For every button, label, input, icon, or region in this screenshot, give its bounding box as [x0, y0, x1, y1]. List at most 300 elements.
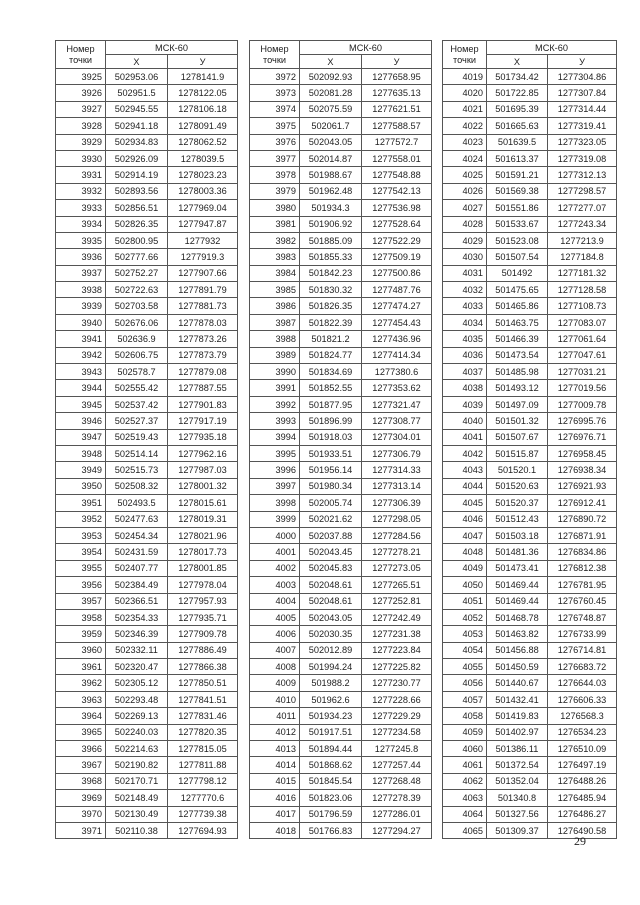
x-coordinate-cell: 502454.34: [106, 527, 168, 543]
point-number-cell: 4060: [443, 741, 487, 757]
y-coordinate-cell: 1278122.05: [168, 85, 238, 101]
point-number-cell: 4011: [250, 708, 300, 724]
y-coordinate-cell: 1278062.52: [168, 134, 238, 150]
point-number-cell: 3932: [56, 183, 106, 199]
table-row: [443, 101, 617, 117]
x-coordinate-cell: 502703.58: [106, 298, 168, 314]
x-coordinate-cell: 501824.77: [300, 347, 362, 363]
point-number-cell: 3938: [56, 282, 106, 298]
point-number-cell: 4065: [443, 822, 487, 838]
point-number-cell: 4029: [443, 232, 487, 248]
table-row: [56, 642, 238, 658]
x-coordinate-cell: 502934.83: [106, 134, 168, 150]
point-number-cell: 3958: [56, 609, 106, 625]
point-number-cell: 3927: [56, 101, 106, 117]
x-coordinate-cell: 501934.23: [300, 708, 362, 724]
y-coordinate-cell: 1277228.66: [362, 691, 432, 707]
point-number-cell: 3965: [56, 724, 106, 740]
y-coordinate-cell: 1278003.36: [168, 183, 238, 199]
table-row: [56, 806, 238, 822]
x-coordinate-cell: 501466.39: [487, 331, 548, 347]
y-coordinate-cell: 1276568.3: [548, 708, 617, 724]
table-row: [250, 232, 432, 248]
table-row: [250, 741, 432, 757]
point-number-cell: 3956: [56, 577, 106, 593]
point-number-cell: 3926: [56, 85, 106, 101]
y-coordinate-cell: 1277987.03: [168, 462, 238, 478]
table-row: [443, 429, 617, 445]
point-number-cell: 3975: [250, 118, 300, 134]
point-number-cell: 4016: [250, 790, 300, 806]
point-number-cell: 3986: [250, 298, 300, 314]
table-row: [443, 478, 617, 494]
point-number-cell: 3982: [250, 232, 300, 248]
table-row: [250, 314, 432, 330]
point-number-cell: 3988: [250, 331, 300, 347]
y-coordinate-cell: 1277935.71: [168, 609, 238, 625]
y-coordinate-cell: 1277815.05: [168, 741, 238, 757]
y-coordinate-cell: 1277588.57: [362, 118, 432, 134]
y-coordinate-cell: 1276714.81: [548, 642, 617, 658]
table-row: [443, 380, 617, 396]
table-row: [443, 741, 617, 757]
x-coordinate-cell: 501507.54: [487, 249, 548, 265]
y-coordinate-cell: 1277243.34: [548, 216, 617, 232]
point-number-cell: 3936: [56, 249, 106, 265]
y-coordinate-cell: 1277268.48: [362, 773, 432, 789]
y-coordinate-cell: 1277234.58: [362, 724, 432, 740]
x-coordinate-cell: 501512.43: [487, 511, 548, 527]
point-number-cell: 4014: [250, 757, 300, 773]
point-number-header: Номер точки: [56, 41, 106, 69]
table-row: [250, 150, 432, 166]
point-number-cell: 3970: [56, 806, 106, 822]
table-row: [250, 560, 432, 576]
table-row: [250, 659, 432, 675]
y-coordinate-cell: 1277901.83: [168, 396, 238, 412]
table-row: [250, 527, 432, 543]
x-coordinate-cell: 502926.09: [106, 150, 168, 166]
x-coordinate-cell: 501463.75: [487, 314, 548, 330]
point-number-cell: 4020: [443, 85, 487, 101]
table-row: [56, 249, 238, 265]
point-number-cell: 4049: [443, 560, 487, 576]
y-coordinate-cell: 1276683.72: [548, 659, 617, 675]
point-number-cell: 3937: [56, 265, 106, 281]
x-coordinate-cell: 501419.83: [487, 708, 548, 724]
y-coordinate-cell: 1277278.39: [362, 790, 432, 806]
table-row: [250, 347, 432, 363]
table-row: [443, 708, 617, 724]
table-row: [443, 167, 617, 183]
table-row: [250, 478, 432, 494]
point-number-cell: 3980: [250, 200, 300, 216]
y-coordinate-cell: 1277298.57: [548, 183, 617, 199]
y-coordinate-cell: 1278001.85: [168, 560, 238, 576]
table-row: [56, 167, 238, 183]
table-row: [56, 527, 238, 543]
point-number-cell: 4055: [443, 659, 487, 675]
x-coordinate-cell: 501591.21: [487, 167, 548, 183]
x-coordinate-cell: 501877.95: [300, 396, 362, 412]
point-number-cell: 3961: [56, 659, 106, 675]
point-number-cell: 4001: [250, 544, 300, 560]
table-row: [443, 118, 617, 134]
table-row: [250, 183, 432, 199]
x-coordinate-cell: 502951.5: [106, 85, 168, 101]
table-row: [250, 577, 432, 593]
y-coordinate-cell: 1277257.44: [362, 757, 432, 773]
x-coordinate-cell: 501906.92: [300, 216, 362, 232]
x-coordinate-cell: 501834.69: [300, 364, 362, 380]
y-coordinate-cell: 1277474.27: [362, 298, 432, 314]
point-number-cell: 4035: [443, 331, 487, 347]
table-row: [443, 511, 617, 527]
point-number-cell: 3944: [56, 380, 106, 396]
table-row: [250, 265, 432, 281]
y-coordinate-cell: 1277487.76: [362, 282, 432, 298]
x-coordinate-cell: 501327.56: [487, 806, 548, 822]
point-number-cell: 4057: [443, 691, 487, 707]
point-number-cell: 4017: [250, 806, 300, 822]
table-row: [443, 85, 617, 101]
table-row: [443, 249, 617, 265]
point-number-cell: 4013: [250, 741, 300, 757]
table-row: [443, 445, 617, 461]
point-number-cell: 4040: [443, 413, 487, 429]
x-coordinate-cell: 502606.75: [106, 347, 168, 363]
point-number-cell: 3954: [56, 544, 106, 560]
y-coordinate-cell: 1277304.86: [548, 69, 617, 85]
point-number-cell: 3978: [250, 167, 300, 183]
y-coordinate-cell: 1277229.29: [362, 708, 432, 724]
y-coordinate-cell: 1278021.96: [168, 527, 238, 543]
point-number-cell: 3943: [56, 364, 106, 380]
x-coordinate-cell: 502045.83: [300, 560, 362, 576]
x-coordinate-cell: 502190.82: [106, 757, 168, 773]
x-coordinate-cell: 502293.48: [106, 691, 168, 707]
table-row: [443, 822, 617, 838]
y-coordinate-cell: 1277265.51: [362, 577, 432, 593]
y-coordinate-cell: 1277031.21: [548, 364, 617, 380]
y-coordinate-cell: 1277907.66: [168, 265, 238, 281]
y-coordinate-cell: 1277230.77: [362, 675, 432, 691]
y-coordinate-cell: 1276912.41: [548, 495, 617, 511]
y-coordinate-cell: 1277181.32: [548, 265, 617, 281]
table-row: [250, 413, 432, 429]
x-coordinate-cell: 502752.27: [106, 265, 168, 281]
table-row: [56, 773, 238, 789]
point-number-cell: 3948: [56, 445, 106, 461]
y-coordinate-cell: 1276921.93: [548, 478, 617, 494]
point-number-cell: 3940: [56, 314, 106, 330]
x-coordinate-cell: 502081.28: [300, 85, 362, 101]
x-coordinate-cell: 501734.42: [487, 69, 548, 85]
coordinates-table-1: [55, 40, 238, 839]
x-coordinate-cell: 501855.33: [300, 249, 362, 265]
table-row: [56, 216, 238, 232]
y-coordinate-cell: 1277873.26: [168, 331, 238, 347]
table-row: [250, 626, 432, 642]
point-number-cell: 4050: [443, 577, 487, 593]
y-coordinate-cell: 1277879.08: [168, 364, 238, 380]
table-row: [443, 495, 617, 511]
y-coordinate-cell: 1277128.58: [548, 282, 617, 298]
point-number-cell: 3964: [56, 708, 106, 724]
x-coordinate-cell: 501402.97: [487, 724, 548, 740]
x-coordinate-cell: 501868.62: [300, 757, 362, 773]
table-row: [250, 167, 432, 183]
x-coordinate-cell: 501826.35: [300, 298, 362, 314]
table-row: [443, 298, 617, 314]
point-number-cell: 4003: [250, 577, 300, 593]
y-coordinate-cell: 1277558.01: [362, 150, 432, 166]
table-row: [250, 691, 432, 707]
y-coordinate-cell: 1278001.32: [168, 478, 238, 494]
x-coordinate-cell: 502555.42: [106, 380, 168, 396]
x-coordinate-cell: 501845.54: [300, 773, 362, 789]
x-coordinate-cell: 501885.09: [300, 232, 362, 248]
y-coordinate-cell: 1277917.19: [168, 413, 238, 429]
table-row: [56, 544, 238, 560]
x-coordinate-cell: 501340.8: [487, 790, 548, 806]
table-row: [56, 626, 238, 642]
y-coordinate-cell: 1277694.93: [168, 822, 238, 838]
table-row: [250, 708, 432, 724]
y-coordinate-cell: 1277314.33: [362, 462, 432, 478]
y-coordinate-cell: 1277919.3: [168, 249, 238, 265]
table-row: [443, 806, 617, 822]
table-row: [56, 462, 238, 478]
y-coordinate-cell: 1278019.31: [168, 511, 238, 527]
point-number-cell: 4059: [443, 724, 487, 740]
y-coordinate-cell: 1277286.01: [362, 806, 432, 822]
table-row: [56, 118, 238, 134]
point-number-cell: 3935: [56, 232, 106, 248]
x-coordinate-cell: 502914.19: [106, 167, 168, 183]
table-row: [250, 445, 432, 461]
y-coordinate-cell: 1277978.04: [168, 577, 238, 593]
table-row: [56, 577, 238, 593]
y-coordinate-cell: 1277277.07: [548, 200, 617, 216]
x-coordinate-cell: 501842.23: [300, 265, 362, 281]
x-coordinate-cell: 502170.71: [106, 773, 168, 789]
table-row: [443, 462, 617, 478]
x-coordinate-cell: 501520.63: [487, 478, 548, 494]
y-coordinate-cell: 1278106.18: [168, 101, 238, 117]
point-number-cell: 4027: [443, 200, 487, 216]
y-coordinate-cell: 1276760.45: [548, 593, 617, 609]
point-number-cell: 3995: [250, 445, 300, 461]
table-row: [56, 741, 238, 757]
table-row: [56, 495, 238, 511]
y-coordinate-cell: 1277841.51: [168, 691, 238, 707]
table-row: [443, 232, 617, 248]
table-row: [443, 314, 617, 330]
table-row: [250, 806, 432, 822]
y-coordinate-cell: 1277932: [168, 232, 238, 248]
point-number-cell: 4061: [443, 757, 487, 773]
point-number-cell: 4012: [250, 724, 300, 740]
y-coordinate-cell: 1278141.9: [168, 69, 238, 85]
table-row: [250, 249, 432, 265]
table-row: [250, 85, 432, 101]
y-coordinate-cell: 1277061.64: [548, 331, 617, 347]
y-coordinate-cell: 1277225.82: [362, 659, 432, 675]
x-coordinate-cell: 502346.39: [106, 626, 168, 642]
y-coordinate-cell: 1277831.46: [168, 708, 238, 724]
x-coordinate-cell: 502014.87: [300, 150, 362, 166]
x-coordinate-cell: 501465.86: [487, 298, 548, 314]
point-number-cell: 3994: [250, 429, 300, 445]
x-coordinate-cell: 502148.49: [106, 790, 168, 806]
x-coordinate-cell: 502722.63: [106, 282, 168, 298]
x-coordinate-cell: 501962.6: [300, 691, 362, 707]
point-number-cell: 4062: [443, 773, 487, 789]
point-number-cell: 3989: [250, 347, 300, 363]
x-coordinate-cell: 501823.06: [300, 790, 362, 806]
point-number-cell: 4064: [443, 806, 487, 822]
y-coordinate-cell: 1278039.5: [168, 150, 238, 166]
point-number-cell: 4053: [443, 626, 487, 642]
point-number-cell: 3985: [250, 282, 300, 298]
table-row: [56, 757, 238, 773]
point-number-cell: 3929: [56, 134, 106, 150]
table-row: [443, 757, 617, 773]
x-coordinate-cell: 502354.33: [106, 609, 168, 625]
y-coordinate-cell: 1277047.61: [548, 347, 617, 363]
x-coordinate-cell: 502005.74: [300, 495, 362, 511]
point-number-cell: 3963: [56, 691, 106, 707]
x-coordinate-cell: 501372.54: [487, 757, 548, 773]
y-coordinate-cell: 1276606.33: [548, 691, 617, 707]
x-coordinate-cell: 502941.18: [106, 118, 168, 134]
point-number-cell: 3950: [56, 478, 106, 494]
x-coordinate-cell: 502320.47: [106, 659, 168, 675]
y-coordinate-cell: 1276995.76: [548, 413, 617, 429]
point-number-cell: 4046: [443, 511, 487, 527]
table-row: [56, 659, 238, 675]
x-coordinate-cell: 501551.86: [487, 200, 548, 216]
x-coordinate-cell: 501822.39: [300, 314, 362, 330]
table-row: [56, 347, 238, 363]
point-number-cell: 4044: [443, 478, 487, 494]
x-coordinate-cell: 502240.03: [106, 724, 168, 740]
y-coordinate-cell: 1277436.96: [362, 331, 432, 347]
y-coordinate-cell: 1276812.38: [548, 560, 617, 576]
table-row: [443, 183, 617, 199]
table-row: [56, 101, 238, 117]
y-coordinate-cell: 1277319.41: [548, 118, 617, 134]
x-coordinate-cell: 501766.83: [300, 822, 362, 838]
y-coordinate-cell: 1277298.05: [362, 511, 432, 527]
x-coordinate-cell: 501852.55: [300, 380, 362, 396]
table-row: [250, 462, 432, 478]
x-coordinate-cell: 501933.51: [300, 445, 362, 461]
table-row: [56, 675, 238, 691]
table-row: [443, 675, 617, 691]
point-number-cell: 4021: [443, 101, 487, 117]
point-number-cell: 3976: [250, 134, 300, 150]
x-coordinate-cell: 502407.77: [106, 560, 168, 576]
point-number-cell: 4058: [443, 708, 487, 724]
table-row: [56, 691, 238, 707]
point-number-cell: 4033: [443, 298, 487, 314]
y-coordinate-cell: 1277273.05: [362, 560, 432, 576]
point-number-cell: 3977: [250, 150, 300, 166]
y-coordinate-cell: 1276534.23: [548, 724, 617, 740]
x-coordinate-cell: 502030.35: [300, 626, 362, 642]
x-coordinate-cell: 502012.89: [300, 642, 362, 658]
table-row: [250, 675, 432, 691]
point-number-cell: 4038: [443, 380, 487, 396]
table-row: [56, 298, 238, 314]
y-coordinate-cell: 1276485.94: [548, 790, 617, 806]
y-coordinate-cell: 1277500.86: [362, 265, 432, 281]
x-coordinate-cell: 502519.43: [106, 429, 168, 445]
point-number-cell: 4015: [250, 773, 300, 789]
table-row: [56, 69, 238, 85]
y-coordinate-cell: 1277739.38: [168, 806, 238, 822]
y-coordinate-cell: 1277231.38: [362, 626, 432, 642]
y-coordinate-cell: 1277083.07: [548, 314, 617, 330]
point-number-cell: 3972: [250, 69, 300, 85]
table-row: [250, 822, 432, 838]
x-coordinate-cell: 501980.34: [300, 478, 362, 494]
y-coordinate-cell: 1277873.79: [168, 347, 238, 363]
table-row: [250, 331, 432, 347]
coordinates-table-2: [249, 40, 432, 839]
table-row: [250, 495, 432, 511]
point-number-cell: 3930: [56, 150, 106, 166]
x-coordinate-cell: 501492: [487, 265, 548, 281]
x-coordinate-cell: 502826.35: [106, 216, 168, 232]
table-row: [443, 527, 617, 543]
point-number-cell: 4041: [443, 429, 487, 445]
point-number-cell: 4032: [443, 282, 487, 298]
y-coordinate-cell: 1277887.55: [168, 380, 238, 396]
x-coordinate-cell: 501665.63: [487, 118, 548, 134]
x-coordinate-cell: 502305.12: [106, 675, 168, 691]
table-row: [250, 773, 432, 789]
y-coordinate-cell: 1277308.77: [362, 413, 432, 429]
x-coordinate-cell: 501520.37: [487, 495, 548, 511]
x-coordinate-cell: 501695.39: [487, 101, 548, 117]
y-coordinate-cell: 1277548.88: [362, 167, 432, 183]
y-coordinate-cell: 1277542.13: [362, 183, 432, 199]
y-coordinate-cell: 1277184.8: [548, 249, 617, 265]
table-row: [443, 396, 617, 412]
point-number-cell: 3969: [56, 790, 106, 806]
point-number-cell: 3933: [56, 200, 106, 216]
table-row: [443, 773, 617, 789]
point-number-cell: 3945: [56, 396, 106, 412]
y-coordinate-cell: 1277528.64: [362, 216, 432, 232]
x-coordinate-cell: 502021.62: [300, 511, 362, 527]
table-row: [250, 724, 432, 740]
y-coordinate-cell: 1277278.21: [362, 544, 432, 560]
table-row: [250, 429, 432, 445]
y-coordinate-cell: 1277313.14: [362, 478, 432, 494]
table-row: [56, 150, 238, 166]
point-number-cell: 4022: [443, 118, 487, 134]
y-coordinate-cell: 1277321.47: [362, 396, 432, 412]
y-coordinate-cell: 1277947.87: [168, 216, 238, 232]
table-row: [56, 380, 238, 396]
y-coordinate-cell: 1277770.6: [168, 790, 238, 806]
y-coordinate-cell: 1277323.05: [548, 134, 617, 150]
y-coordinate-cell: 1277242.49: [362, 609, 432, 625]
